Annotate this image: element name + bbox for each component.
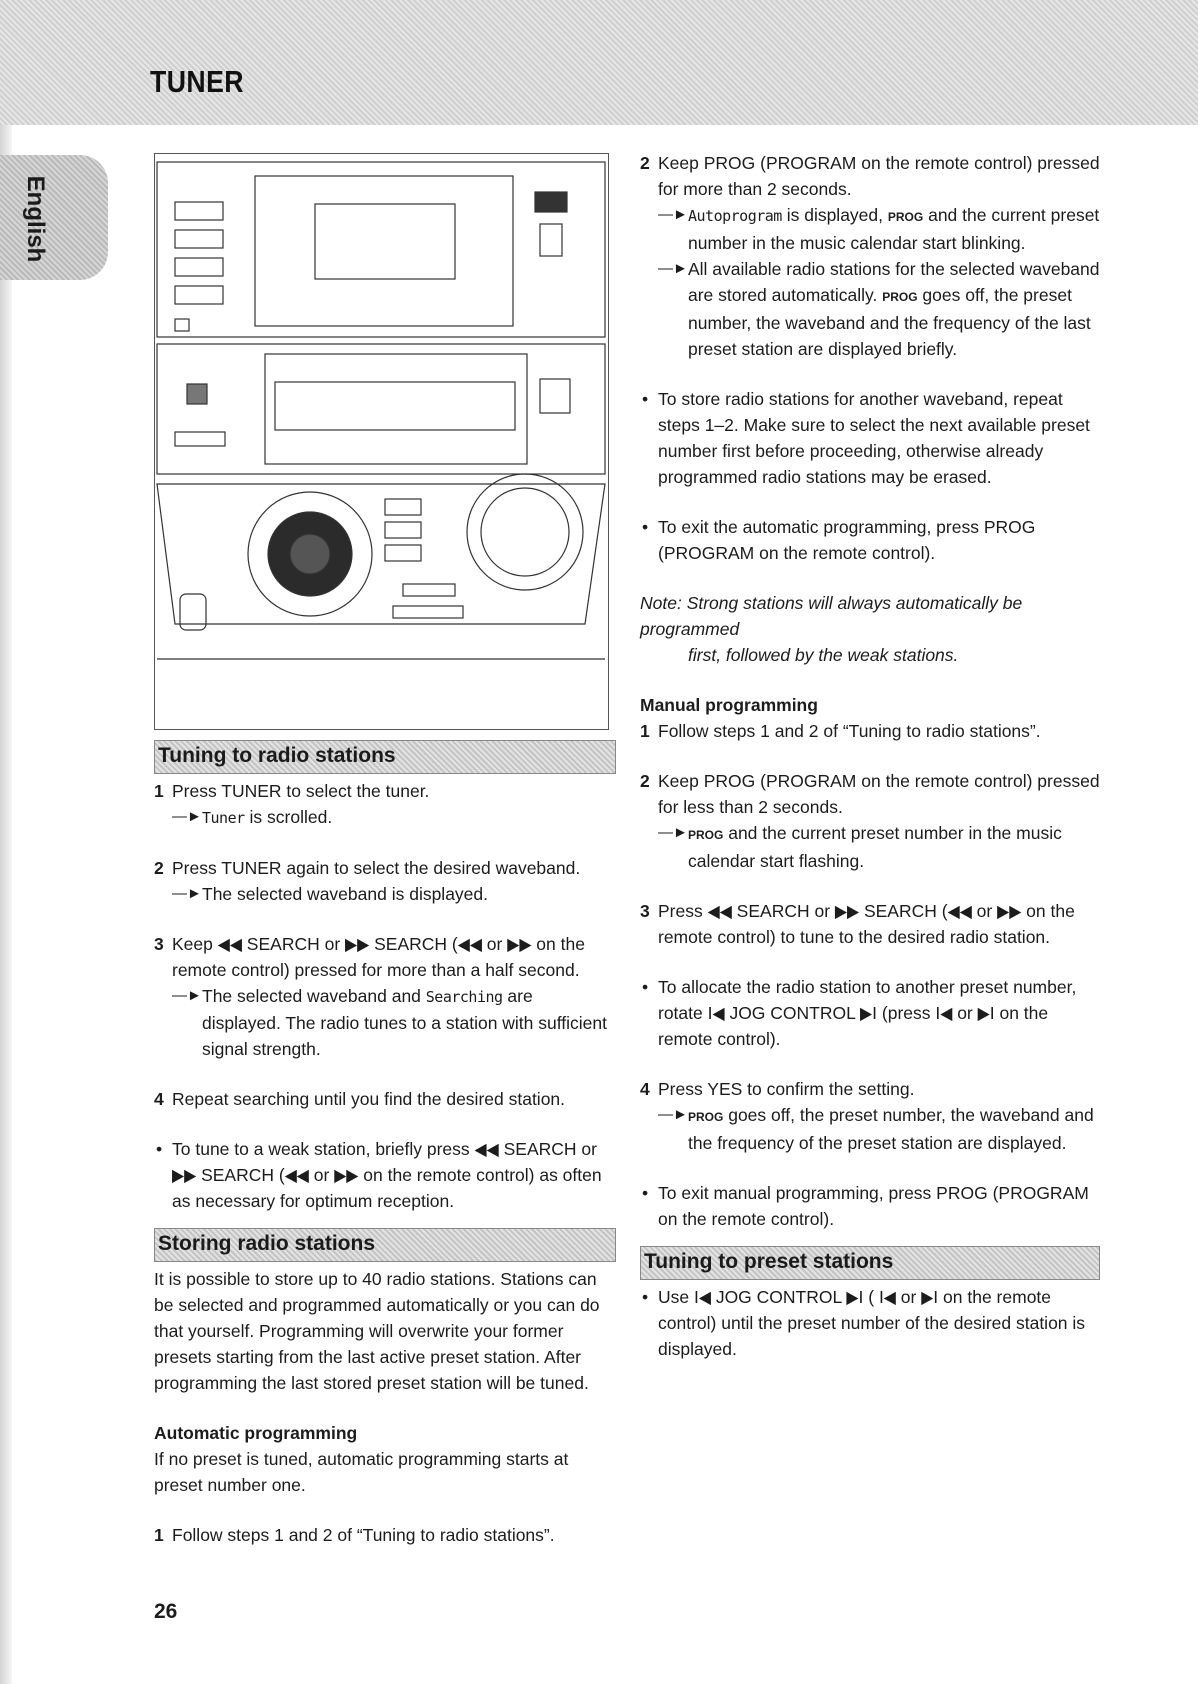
tuning-step-3	[154, 931, 616, 983]
manual-step-4-result	[640, 1102, 1100, 1156]
step-number: 3	[154, 934, 164, 954]
right-column	[640, 150, 1100, 1362]
step-number: 2	[640, 771, 650, 791]
auto-step-2	[640, 150, 1100, 202]
section-bar-tuning	[154, 740, 616, 774]
auto-step-1	[154, 1522, 616, 1548]
result-arrow-icon: —►	[172, 808, 202, 825]
recorder-side-panel	[540, 379, 570, 413]
disc-button-3	[175, 258, 223, 276]
tuning-step-1	[154, 778, 616, 804]
bullet-dot-icon: •	[642, 977, 649, 997]
bullet-dot-icon: •	[642, 1287, 649, 1307]
prog-indicator: PROG	[887, 210, 924, 224]
cd-door	[255, 176, 513, 326]
bullet-dot-icon: •	[642, 517, 649, 537]
result-text: The selected waveband is displayed.	[202, 884, 489, 904]
recorder-logo	[187, 384, 207, 404]
section-bar-preset	[640, 1246, 1100, 1280]
result-text: All available radio stations for the selected waveband are stored automatically.	[688, 259, 1100, 305]
prog-button	[393, 606, 463, 618]
language-tab-label: English	[22, 175, 49, 263]
note-line-1: Note: Strong stations will always automatically be programmed	[640, 593, 1023, 639]
section-title-preset: Tuning to preset stations	[644, 1250, 894, 1273]
bullet-text: To tune to a weak station, briefly press ◀◀ SEARCH or ▶▶ SEARCH (◀◀ or ▶▶ on the remote control) as often as necessary for optimum reception.	[172, 1139, 602, 1211]
bullet-text: To exit the automatic programming, press PROG (PROGRAM on the remote control).	[658, 517, 1036, 563]
prog-indicator: PROG	[882, 290, 918, 304]
section-title-storing: Storing radio stations	[158, 1232, 376, 1255]
bullet-text: Use I◀ JOG CONTROL ▶I ( I◀ or ▶I on the remote control) until the preset number of the desired station is displayed.	[658, 1287, 1086, 1359]
prog-indicator: PROG	[688, 1110, 724, 1124]
step-text: Follow steps 1 and 2 of “Tuning to radio stations”.	[658, 721, 1041, 741]
allocate-preset-bullet	[640, 974, 1100, 1052]
section-bar-storing	[154, 1228, 616, 1262]
section-title-tuning: Tuning to radio stations	[158, 744, 396, 767]
result-text: and the current preset number in the music calendar start blinking.	[688, 205, 1100, 253]
logo-badge	[535, 192, 567, 212]
jog-control-center	[290, 534, 330, 574]
manual-step-4	[640, 1076, 1100, 1102]
step-text: Press TUNER again to select the desired waveband.	[172, 858, 581, 878]
auto-step-2-result-1	[640, 202, 1100, 256]
result-text: is scrolled.	[244, 807, 333, 827]
result-arrow-icon: —►	[658, 1106, 688, 1123]
function-button-3	[385, 545, 421, 561]
result-arrow-icon: —►	[172, 885, 202, 902]
result-text: and the current preset number in the music calendar start flashing.	[688, 823, 1062, 871]
step-text: Repeat searching until you find the desired station.	[172, 1089, 566, 1109]
exit-manual-bullet	[640, 1180, 1100, 1232]
tuning-step-2	[154, 855, 616, 881]
cd-display-window	[315, 204, 455, 279]
bullet-dot-icon: •	[642, 1183, 649, 1203]
volume-knob	[481, 488, 569, 576]
recorder-door	[265, 354, 527, 464]
tuner-button	[403, 584, 455, 596]
automatic-programming-intro: If no preset is tuned, automatic programming starts at preset number one.	[154, 1449, 569, 1495]
manual-step-1	[640, 718, 1100, 744]
display-text-searching: Searching	[425, 988, 503, 1006]
bullet-dot-icon: •	[156, 1139, 163, 1159]
step-number: 2	[154, 858, 164, 878]
step-number: 1	[154, 1525, 164, 1545]
tuning-tip-bullet	[154, 1136, 616, 1214]
result-text: The selected waveband and	[202, 986, 426, 1006]
exit-auto-bullet	[640, 514, 1100, 566]
step-text: Keep ◀◀ SEARCH or ▶▶ SEARCH (◀◀ or ▶▶ on the remote control) pressed for more than a half second.	[172, 934, 585, 980]
display-text-tuner: Tuner	[202, 809, 245, 827]
recorder-display	[275, 382, 515, 430]
step-number: 4	[640, 1079, 650, 1099]
step-number: 1	[154, 781, 164, 801]
preset-bullet	[640, 1284, 1100, 1362]
stereo-drawing	[155, 154, 608, 729]
auto-step-2-result-2	[640, 256, 1100, 362]
result-arrow-icon: —►	[658, 206, 688, 223]
programming-note	[640, 590, 1100, 668]
tuning-step-1-result	[154, 804, 616, 831]
step-text: Press YES to confirm the setting.	[658, 1079, 915, 1099]
step-text: Keep PROG (PROGRAM on the remote control) pressed for more than 2 seconds.	[658, 153, 1100, 199]
tuning-step-3-result	[154, 983, 616, 1062]
cd-recorder-unit	[157, 344, 605, 474]
step-number: 4	[154, 1089, 164, 1109]
prog-indicator: PROG	[688, 828, 724, 842]
result-arrow-icon: —►	[658, 824, 688, 841]
result-arrow-icon: —►	[658, 260, 688, 277]
function-button-2	[385, 522, 421, 538]
disc-button-2	[175, 230, 223, 248]
store-another-band-bullet	[640, 386, 1100, 490]
automatic-programming-heading: Automatic programming	[154, 1423, 358, 1443]
open-button	[175, 319, 189, 331]
tuning-step-2-result	[154, 881, 616, 907]
step-number: 3	[640, 901, 650, 921]
page-title: TUNER	[150, 64, 244, 99]
note-line-2: first, followed by the weak stations.	[688, 645, 959, 665]
step-number: 1	[640, 721, 650, 741]
result-text: goes off, the preset number, the waveband and the frequency of the last preset station are displayed briefly.	[688, 285, 1091, 359]
step-text: Press ◀◀ SEARCH or ▶▶ SEARCH (◀◀ or ▶▶ on the remote control) to tune to the desired radio station.	[658, 901, 1075, 947]
page-edge-shade	[0, 125, 12, 1684]
bullet-text: To allocate the radio station to another preset number, rotate I◀ JOG CONTROL ▶I (press I◀ or ▶I on the remote control).	[658, 977, 1077, 1049]
tuning-step-4	[154, 1086, 616, 1112]
storing-intro: It is possible to store up to 40 radio stations. Stations can be selected and programmed automatically or you can do that yourself. Programming will overwrite your former presets starting from the last active preset station. After programming the last stored preset station will be tuned.	[154, 1269, 600, 1393]
disc-button-1	[175, 202, 223, 220]
bullet-text: To exit manual programming, press PROG (PROGRAM on the remote control).	[658, 1183, 1089, 1229]
bullet-text: To store radio stations for another waveband, repeat steps 1–2. Make sure to select the next available preset number first before proceeding, otherwise already programmed radio stations may be erased.	[658, 389, 1090, 487]
step-text: Keep PROG (PROGRAM on the remote control) pressed for less than 2 seconds.	[658, 771, 1100, 817]
result-text: is displayed,	[781, 205, 888, 225]
stereo-illustration	[154, 153, 609, 730]
page-number: 26	[154, 1600, 178, 1623]
manual-step-2	[640, 768, 1100, 820]
language-tab	[0, 155, 108, 280]
left-column	[154, 740, 616, 1548]
manual-step-3	[640, 898, 1100, 950]
control-panel	[157, 484, 605, 624]
result-arrow-icon: —►	[172, 987, 202, 1004]
function-button-1	[385, 499, 421, 515]
header-band	[0, 0, 1198, 125]
manual-programming-heading: Manual programming	[640, 695, 818, 715]
disc-button-4	[175, 286, 223, 304]
cd-changer-unit	[157, 162, 605, 337]
bullet-dot-icon: •	[642, 389, 649, 409]
step-text: Follow steps 1 and 2 of “Tuning to radio stations”.	[172, 1525, 555, 1545]
step-number: 2	[640, 153, 650, 173]
recorder-button	[175, 432, 225, 446]
result-text: goes off, the preset number, the waveband and the frequency of the preset station are displayed.	[688, 1105, 1094, 1153]
result-text: are displayed. The radio tunes to a station with sufficient signal strength.	[202, 986, 608, 1059]
manual-step-2-result	[640, 820, 1100, 874]
volume-ring	[467, 474, 583, 590]
step-text: Press TUNER to select the tuner.	[172, 781, 430, 801]
side-panel	[540, 224, 562, 256]
display-text-autoprogram: Autoprogram	[688, 207, 782, 225]
